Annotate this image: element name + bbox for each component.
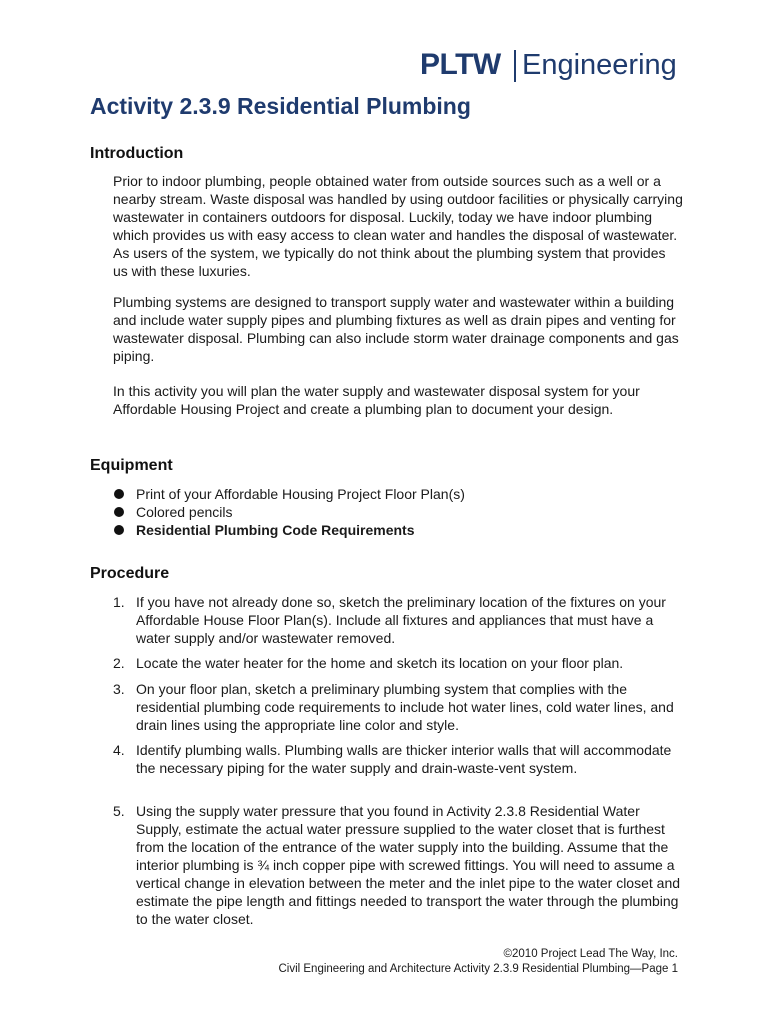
- step-number: 3.: [113, 681, 125, 697]
- page-label: Civil Engineering and Architecture Activity 2.3.9 Residential Plumbing—Page 1: [278, 963, 678, 975]
- equipment-list: [113, 485, 465, 539]
- step-number: 2.: [113, 655, 125, 671]
- intro-paragraph-3: In this activity you will plan the water supply and wastewater disposal system for your Affordable Housing Project and create a plumbing plan to document your design.: [113, 383, 640, 417]
- procedure-step: [113, 654, 683, 672]
- bullet-icon: [114, 489, 124, 499]
- logo-subtitle: Engineering: [522, 49, 677, 81]
- bullet-icon: [114, 525, 124, 535]
- procedure-step: [113, 593, 683, 647]
- step-text: Locate the water heater for the home and sketch its location on your floor plan.: [136, 655, 624, 671]
- procedure-step: [113, 680, 683, 734]
- logo-brand: PLTW: [420, 48, 501, 81]
- page-title: Activity 2.3.9 Residential Plumbing: [90, 93, 471, 119]
- intro-paragraph-2: Plumbing systems are designed to transport supply water and wastewater within a building and include water supply pipes and plumbing fixtures as well as drain pipes and venting for wastewater disposal. Plumbing can also include storm water drainage components and gas piping.: [113, 294, 679, 364]
- procedure-step: [113, 802, 683, 928]
- procedure-step: [113, 741, 683, 777]
- step-text: Identify plumbing walls. Plumbing walls are thicker interior walls that will accommodate the necessary piping for the water supply and drain-waste-vent system.: [136, 742, 672, 776]
- logo-divider: [514, 50, 516, 82]
- procedure-heading: Procedure: [90, 565, 170, 582]
- copyright-text: ©2010 Project Lead The Way, Inc.: [503, 948, 678, 960]
- pltw-engineering-logo: [420, 44, 680, 86]
- equipment-item: Colored pencils: [113, 503, 465, 521]
- intro-paragraph-1: Prior to indoor plumbing, people obtained water from outside sources such as a well or a nearby stream. Waste disposal was handled by using outdoor facilities or physically carrying wastewater in containers outdoors for disposal. Luckily, today we have indoor plumbing which provides us with easy access to clean water and handles the disposal of wastewater. As users of the system, we typically do not think about the plumbing system that provides us with these luxuries.: [113, 173, 683, 279]
- equipment-item: Residential Plumbing Code Requirements: [113, 521, 465, 539]
- introduction-heading: Introduction: [90, 145, 184, 162]
- page-footer: [278, 947, 678, 977]
- step-number: 5.: [113, 803, 125, 819]
- step-text: If you have not already done so, sketch the preliminary location of the fixtures on your Affordable House Floor Plan(s). Include all fixtures and appliances that must have a water supply and/or wastewater removed.: [136, 594, 666, 646]
- step-number: 4.: [113, 742, 125, 758]
- equipment-item: Print of your Affordable Housing Project Floor Plan(s): [113, 485, 465, 503]
- bullet-icon: [114, 507, 124, 517]
- step-text: Using the supply water pressure that you found in Activity 2.3.8 Residential Water Supply, estimate the actual water pressure supplied to the water closet that is furthest from the location of the entrance of the water supply into the building. Assume that the interior plumbing is ¾ inch copper pipe with screwed fittings. You will need to assume a vertical change in elevation between the meter and the inlet pipe to the water closet and estimate the pipe length and fittings needed to transport the water through the plumbing to the water closet.: [136, 803, 681, 927]
- step-text: On your floor plan, sketch a preliminary plumbing system that complies with the residential plumbing code requirements to include hot water lines, cold water lines, and drain lines using the appropriate line color and style.: [136, 681, 674, 733]
- step-number: 1.: [113, 594, 125, 610]
- equipment-heading: Equipment: [90, 457, 173, 474]
